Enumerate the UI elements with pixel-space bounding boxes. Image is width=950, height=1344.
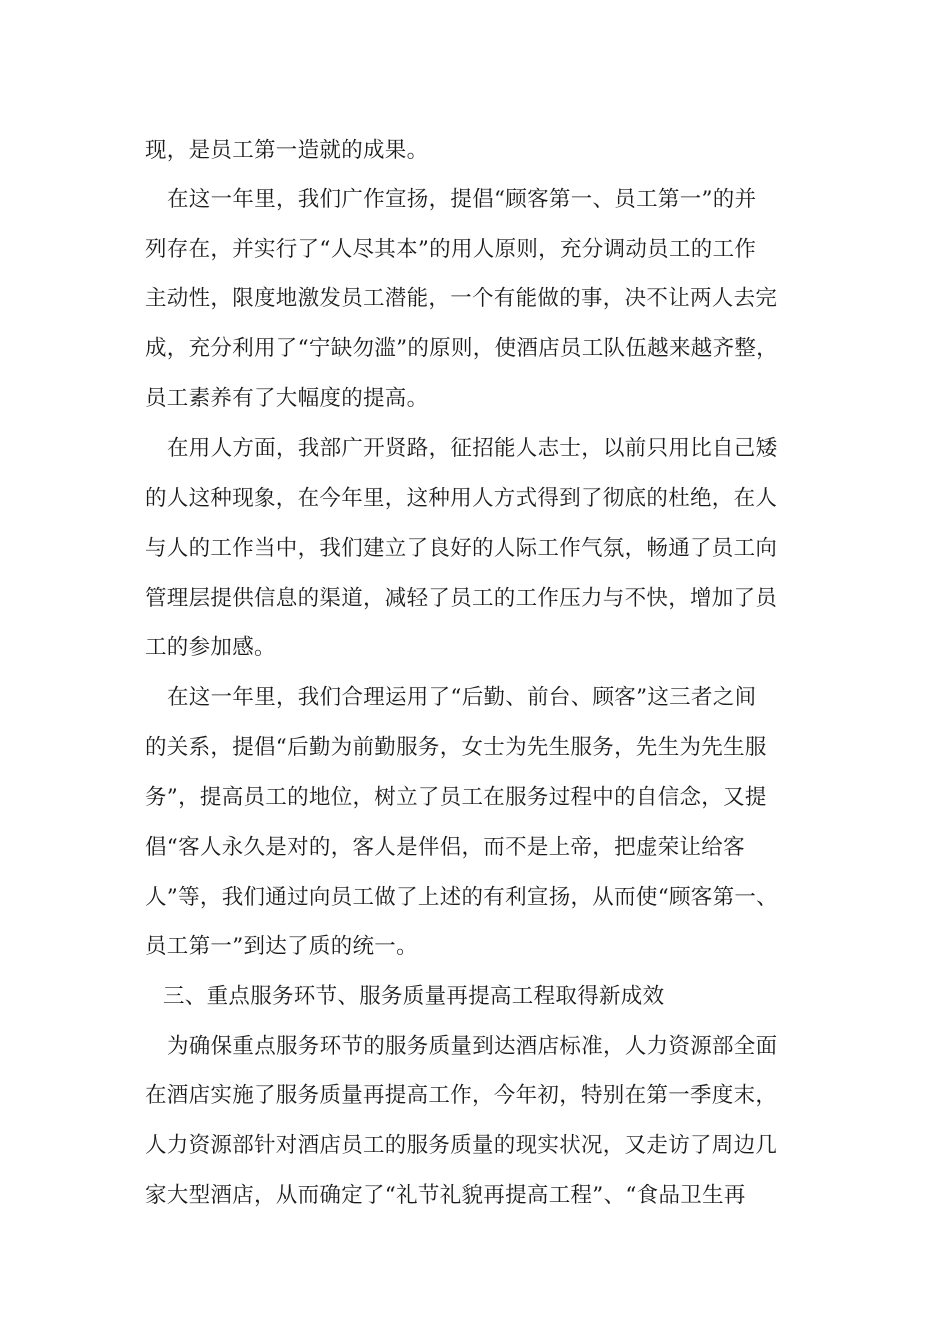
paragraph-line: 与人的工作当中，我们建立了良好的人际工作气氛，畅通了员工向 — [145, 536, 778, 561]
paragraph-line: 现，是员工第一造就的成果。 — [145, 138, 429, 163]
section-heading: 三、重点服务环节、服务质量再提高工程取得新成效 — [163, 984, 665, 1009]
paragraph-line: 列存在，并实行了“人尽其本”的用人原则，充分调动员工的工作 — [145, 237, 757, 262]
paragraph-line: 的人这种现象，在今年里，这种用人方式得到了彻底的杜绝，在人 — [145, 486, 778, 511]
paragraph-line: 人力资源部针对酒店员工的服务质量的现实状况，又走访了周边几 — [145, 1133, 778, 1158]
paragraph-line: 务”，提高员工的地位，树立了员工在服务过程中的自信念，又提 — [145, 785, 767, 810]
paragraph-line: 倡“客人永久是对的，客人是伴侣，而不是上帝，把虚荣让给客 — [145, 835, 745, 860]
paragraph-line: 工的参加感。 — [145, 635, 276, 660]
paragraph-line: 管理层提供信息的渠道，减轻了员工的工作压力与不快，增加了员 — [145, 586, 778, 611]
paragraph-line: 员工第一”到达了质的统一。 — [145, 934, 418, 959]
paragraph-line: 主动性，限度地激发员工潜能，一个有能做的事，决不让两人去完 — [145, 286, 778, 311]
paragraph-line: 成，充分利用了“宁缺勿滥”的原则，使酒店员工队伍越来越齐整， — [145, 336, 778, 361]
paragraph-line: 的关系，提倡“后勤为前勤服务，女士为先生服务，先生为先生服 — [145, 735, 767, 760]
paragraph-line: 在这一年里，我们合理运用了“后勤、前台、顾客”这三者之间 — [167, 685, 757, 710]
paragraph-line: 家大型酒店，从而确定了“礼节礼貌再提高工程”、“食品卫生再 — [145, 1183, 746, 1208]
paragraph-line: 人”等，我们通过向员工做了上述的有利宣扬，从而使“顾客第一、 — [145, 885, 778, 910]
paragraph-line: 在用人方面，我部广开贤路，征招能人志士，以前只用比自己矮 — [167, 436, 778, 461]
paragraph-line: 在这一年里，我们广作宣扬，提倡“顾客第一、员工第一”的并 — [167, 187, 757, 212]
paragraph-line: 为确保重点服务环节的服务质量到达酒店标准，人力资源部全面 — [167, 1034, 778, 1059]
paragraph-line: 员工素养有了大幅度的提高。 — [145, 386, 429, 411]
paragraph-line: 在酒店实施了服务质量再提高工作，今年初，特别在第一季度末， — [145, 1083, 778, 1108]
